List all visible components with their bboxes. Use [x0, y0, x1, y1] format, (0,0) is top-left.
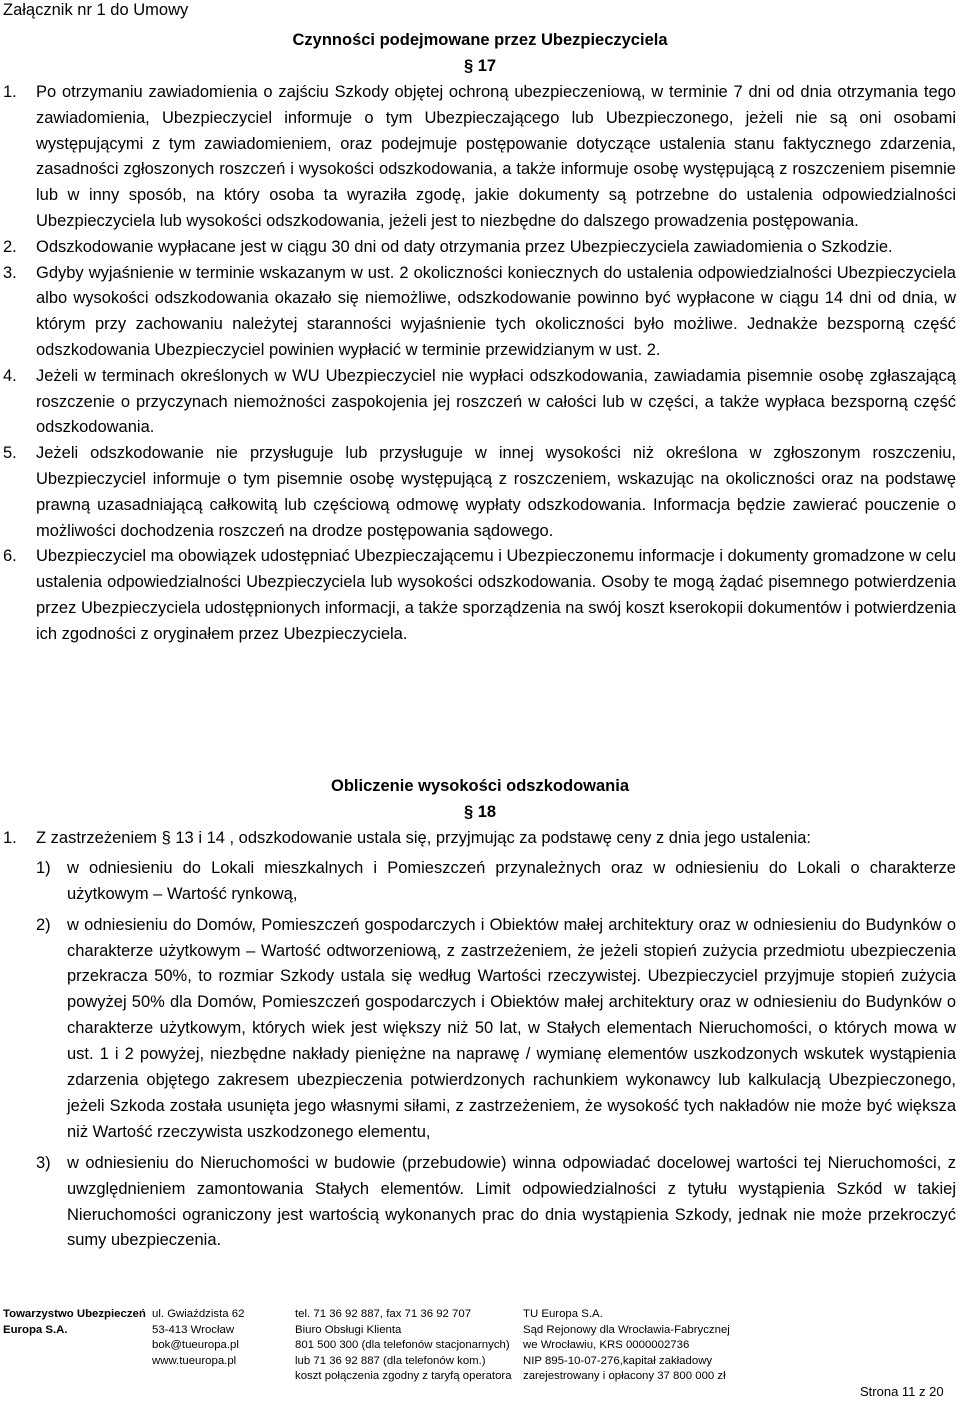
page-number: Strona 11 z 20 — [860, 1384, 944, 1399]
section2-list — [0, 826, 960, 1259]
section1-list — [0, 80, 960, 648]
list-item: 5. Jeżeli odszkodowanie nie przysługuje lub przysługuje w innej wysokości niż określona w zgłoszonym roszczeniu, Ubezpieczyciel informuje o tym pisemnie osobę występującą z roszczeniem, wskazując na okoliczności oraz na podstawę prawną uzasadniającą całkowitą lub częściową odmowę wypłaty odszkodowania. Informacja będzie zawierać pouczenie o możliwości dochodzenia roszczeń na drodze postępowania sądowego. — [3, 444, 956, 540]
list-item: 4. Jeżeli w terminach określonych w WU Ubezpieczyciel nie wypłaci odszkodowania, zawiadamia pisemnie osobę zgłaszającą roszczenie o przyczynach niemożności zaspokojenia jej roszczeń w całości lub w części, a także wypłaca bezsporną część odszkodowania. — [3, 366, 956, 437]
list-item: 1. Po otrzymaniu zawiadomienia o zajściu Szkody objętej ochroną ubezpieczeniową, w terminie 7 dni od dnia otrzymania tego zawiadomienia, Ubezpieczyciel informuje o tym Ubezpieczającego lub Ubezpieczonego, jeżeli nie są oni osobami występującymi z tym zawiadomieniem, oraz podejmuje postępowanie dotyczące ustalenia stanu faktycznego zdarzenia, zasadności zgłoszonych roszczeń i wysokości odszkodowania, a także informuje osobę występującą z roszczeniem pisemnie lub w inny sposób, na który osoba ta wyraziła zgodę, jakie dokumenty są potrzebne do ustalenia odpowiedzialności Ubezpieczyciela lub wysokości odszkodowania, jeżeli jest to niezbędne do dalszego prowadzenia postępowania. — [3, 83, 956, 230]
footer-contact: tel. 71 36 92 887, fax 71 36 92 707 Biuro Obsługi Klienta 801 500 300 (dla telefonów stacjonarnych) lub 71 36 92 887 (dla telefonów kom.) koszt połączenia zgodny z taryfą operatora — [295, 1308, 512, 1383]
paragraph-17: § 17 — [463, 57, 497, 75]
website-link[interactable]: www.tueuropa.pl — [152, 1354, 237, 1367]
footer-registry: TU Europa S.A. Sąd Rejonowy dla Wrocławia-Fabrycznej we Wrocławiu, KRS 0000002736 NIP 895-10-07-276,kapitał zakładowy zarejestrowany i opłacony 37 800 000 zł — [523, 1308, 730, 1383]
list-item: 3. Gdyby wyjaśnienie w terminie wskazanym w ust. 2 okoliczności koniecznych do ustalenia odpowiedzialności Ubezpieczyciela albo wysokości odszkodowania okazało się niemożliwe, odszkodowanie powinno być wypłacone w ciągu 14 dni od dnia, w którym przy zachowaniu należytej staranności wyjaśnienie tych okoliczności było możliwe. Jednakże bezsporną część odszkodowania Ubezpieczyciel powinien wypłacić w terminie przewidzianym w ust. 2. — [3, 263, 956, 359]
paragraph-18: § 18 — [463, 803, 497, 821]
sub-list-item: 1) w odniesieniu do Lokali mieszkalnych i Pomieszczeń przynależnych oraz w odniesieniu do Lokali o charakterze użytkowym – Wartość rynkową, — [36, 858, 956, 903]
email-link[interactable]: bok@tueuropa.pl — [152, 1339, 239, 1352]
list-item: 2. Odszkodowanie wypłacane jest w ciągu 30 dni od daty otrzymania przez Ubezpieczyciela zawiadomienia o Szkodzie. — [3, 237, 893, 256]
annex-header: Załącznik nr 1 do Umowy — [3, 1, 189, 19]
sub-list-item: 3) w odniesieniu do Nieruchomości w budowie (przebudowie) winna odpowiadać docelowej wartości tej Nieruchomości, z uwzględnieniem zamontowania Stałych elementów. Limit odpowiedzialności z tytułu wystąpienia Szkód w takiej Nieruchomości ograniczony jest wartością wykonanych prac do dnia wystąpienia Szkody, jednak nie może przekroczyć sumy ubezpieczenia. — [36, 1153, 956, 1250]
sub-list-item: 2) w odniesieniu do Domów, Pomieszczeń gospodarczych i Obiektów małej architektury oraz w odniesieniu do Budynków o charakterze użytkowym – Wartość odtworzeniową, z zastrzeżeniem, że jeżeli stopień zużycia przedmiotu ubezpieczenia przekracza 50%, to rozmiar Szkody ustala się według Wartości rzeczywistej. Ubezpieczyciel przyjmuje stopień zużycia powyżej 50% dla Domów, Pomieszczeń gospodarczych i Obiektów małej architektury oraz w odniesieniu do Budynków o charakterze użytkowym, których wiek jest większy niż 50 lat, w Stałych elementach Nieruchomości, o których mowa w ust. 1 i 2 powyżej, niezbędne nakłady pieniężne na naprawę / wymianę elementów uszkodzonych wskutek wystąpienia zdarzenia objętego zakresem ubezpieczenia potwierdzonych rachunkiem wykonawcy lub kalkulacją Ubezpieczonego, jeżeli Szkoda została usunięta jego własnymi siłami, z zastrzeżeniem, że wysokość tych nakładów nie może być większa niż Wartość rzeczywista uszkodzonego elementu, — [36, 915, 956, 1141]
list-item: 1. Z zastrzeżeniem § 13 i 14 , odszkodowanie ustala się, przyjmując za podstawę ceny z dnia jego ustalenia: — [3, 829, 812, 847]
footer-company: Towarzystwo Ubezpieczeń Europa S.A. — [3, 1308, 146, 1336]
footer-address: ul. Gwiaździsta 62 53-413 Wrocław bok@tueuropa.pl www.tueuropa.pl — [152, 1307, 244, 1369]
list-item: 6. Ubezpieczyciel ma obowiązek udostępniać Ubezpieczającemu i Ubezpieczonemu informacje i dokumenty gromadzone w celu ustalenia odpowiedzialności Ubezpieczyciela lub wysokości odszkodowania. Osoby te mogą żądać pisemnego potwierdzenia przez Ubezpieczyciela udostępnionych informacji, a także sporządzenia na swój koszt kserokopii dokumentów i potwierdzenia ich zgodności z oryginałem przez Ubezpieczyciela. — [3, 547, 956, 643]
section-title-actions: Czynności podejmowane przez Ubezpieczyciela — [292, 31, 668, 49]
section-title-calculation: Obliczenie wysokości odszkodowania — [331, 777, 629, 795]
